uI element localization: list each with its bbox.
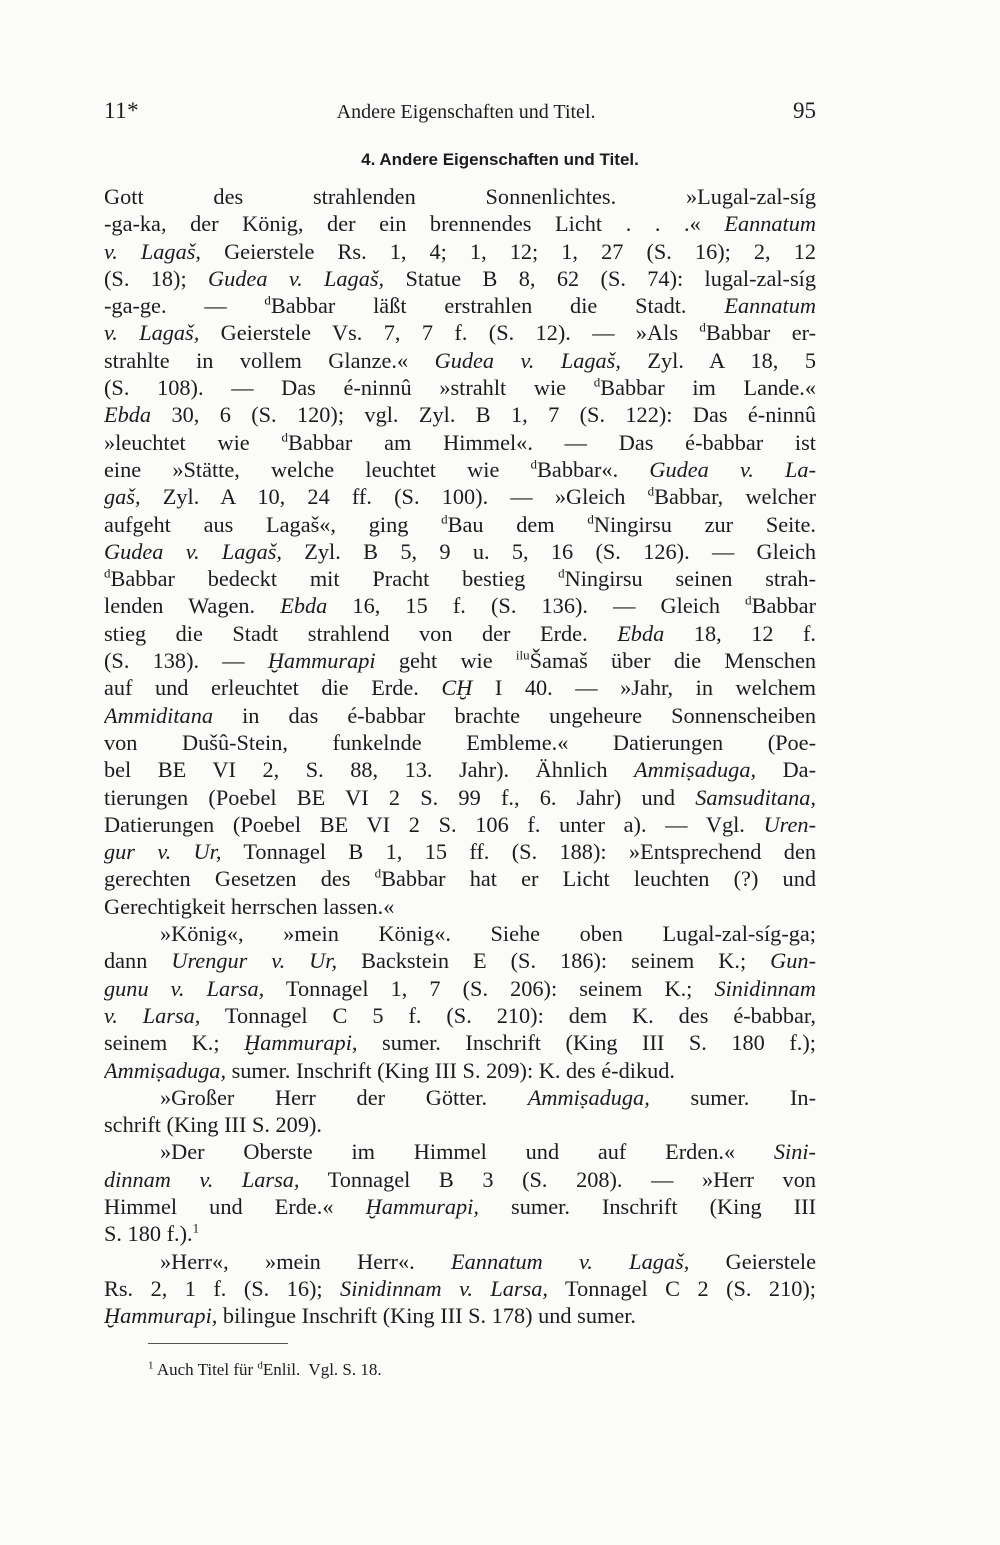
footnote-ref: Vgl. S. 18. — [300, 1360, 382, 1379]
body-text — [104, 183, 816, 1329]
text-line: aufgeht aus Lagaš«, ging $^d$Bau dem $^d$Ningirsu zur Seite. — [104, 511, 816, 537]
text-line: v. Lagaš, Geierstele Vs. 7, 7 f. (S. 12). — »Als $^d$Babbar er- — [104, 320, 816, 346]
page-number: 95 — [793, 98, 816, 123]
footnote — [148, 1360, 382, 1380]
text-line: gur v. Ur, Tonnagel B 1, 15 ff. (S. 188): »Entsprechend den — [104, 839, 816, 865]
text-line: (S. 18); Gudea v. Lagaš, Statue B 8, 62 (S. 74): lugal-zal-síg — [104, 265, 816, 291]
footnote-text: Auch Titel für — [156, 1360, 258, 1379]
text-line: stieg die Stadt strahlend von der Erde. Ebda 18, 12 f. — [104, 620, 816, 646]
text-line: Ammiṣaduga, sumer. Inschrift (King III S. 209): K. des é-dikud. — [104, 1057, 675, 1083]
page-signature: 11* — [104, 98, 140, 123]
text-line: v. Larsa, Tonnagel C 5 f. (S. 210): dem K. des é-babbar, — [104, 1002, 816, 1028]
footnote-divider — [148, 1343, 288, 1344]
text-line: Gudea v. Lagaš, Zyl. B 5, 9 u. 5, 16 (S. 126). — Gleich — [104, 538, 816, 564]
text-line: Rs. 2, 1 f. (S. 16); Sinidinnam v. Larsa, Tonnagel C 2 (S. 210); — [104, 1275, 816, 1301]
text-line: »Großer Herr der Götter. Ammiṣaduga, sumer. In- — [160, 1084, 816, 1110]
text-line: bel BE VI 2, S. 88, 13. Jahr). Ähnlich Ammiṣaduga, Da- — [104, 757, 816, 783]
text-line: strahlte in vollem Glanze.« Gudea v. Lagaš, Zyl. A 18, 5 — [104, 347, 816, 373]
text-line: Gerechtigkeit herrschen lassen.« — [104, 893, 395, 919]
text-line: (S. 138). — Ḫammurapi geht wie $^{ilu}$Šamaš über die Menschen — [104, 647, 816, 674]
text-line: Ammiditana in das é-babbar brachte ungeheure Sonnenscheiben — [104, 702, 816, 728]
text-line: lenden Wagen. Ebda 16, 15 f. (S. 136). — Gleich $^d$Babbar — [104, 593, 816, 619]
text-line: v. Lagaš, Geierstele Rs. 1, 4; 1, 12; 1, 27 (S. 16); 2, 12 — [104, 238, 816, 264]
text-line: schrift (King III S. 209). — [104, 1112, 322, 1138]
text-line: seinem K.; Ḫammurapi, sumer. Inschrift (King III S. 180 f.); — [104, 1030, 816, 1056]
running-title: Andere Eigenschaften und Titel. — [336, 101, 596, 123]
text-line: Gott des strahlenden Sonnenlichtes. »Lugal-zal-síg — [104, 184, 816, 209]
footnote-marker: 1 — [148, 1359, 154, 1372]
footnote-deity: Enlil. — [262, 1360, 301, 1379]
text-line: »leuchtet wie $^d$Babbar am Himmel«. — Das é-babbar ist — [104, 429, 816, 455]
text-line: von Dušû-Stein, funkelnde Embleme.« Datierungen (Poe- — [104, 729, 816, 755]
running-header — [104, 98, 816, 124]
text-line: auf und erleuchtet die Erde. CḪ I 40. — »Jahr, in welchem — [104, 675, 816, 701]
text-line: gaš, Zyl. A 10, 24 ff. (S. 100). — »Gleich $^d$Babbar, welcher — [104, 483, 816, 510]
text-line: Datierungen (Poebel BE VI 2 S. 106 f. unter a). — Vgl. Uren- — [104, 811, 816, 837]
text-line: dinnam v. Larsa, Tonnagel B 3 (S. 208). — »Herr von — [104, 1166, 816, 1192]
text-line: gerechten Gesetzen des $^d$Babbar hat er Licht leuchten (?) und — [104, 866, 816, 892]
text-line: »König«, »mein König«. Siehe oben Lugal-zal-síg-ga; — [160, 921, 816, 947]
text-line: Ḫammurapi, bilingue Inschrift (King III S. 178) und sumer. — [104, 1303, 636, 1329]
text-line: gunu v. Larsa, Tonnagel 1, 7 (S. 206): seinem K.; Sinidinnam — [104, 975, 816, 1001]
text-line: -ga-ka, der König, der ein brennendes Licht . . .« Eannatum — [104, 211, 816, 237]
text-line: tierungen (Poebel BE VI 2 S. 99 f., 6. Jahr) und Samsuditana, — [104, 784, 816, 810]
text-line: Ebda 30, 6 (S. 120); vgl. Zyl. B 1, 7 (S. 122): Das é-ninnû — [104, 402, 816, 428]
text-line: -ga-ge. — $^d$Babbar läßt erstrahlen die Stadt. Eannatum — [104, 292, 816, 319]
text-line: S. 180 f.).$^1$ — [104, 1220, 200, 1247]
footnote-deity-prefix: d — [257, 1359, 263, 1372]
section-title: 4. Andere Eigenschaften und Titel. — [361, 150, 639, 169]
text-line: eine »Stätte, welche leuchtet wie $^d$Babbar«. Gudea v. La- — [104, 456, 816, 482]
text-line: Himmel und Erde.« Ḫammurapi, sumer. Inschrift (King III — [104, 1193, 816, 1219]
text-line: (S. 108). — Das é-ninnû »strahlt wie $^d$Babbar im Lande.« — [104, 374, 816, 401]
text-line: »Der Oberste im Himmel und auf Erden.« Sini- — [160, 1139, 816, 1165]
text-line: »Herr«, »mein Herr«. Eannatum v. Lagaš, Geierstele — [160, 1248, 816, 1274]
text-line: $^d$Babbar bedeckt mit Pracht bestieg $^d$Ningirsu seinen strah- — [104, 565, 816, 592]
text-line: dann Urengur v. Ur, Backstein E (S. 186): seinem K.; Gun- — [104, 948, 816, 974]
